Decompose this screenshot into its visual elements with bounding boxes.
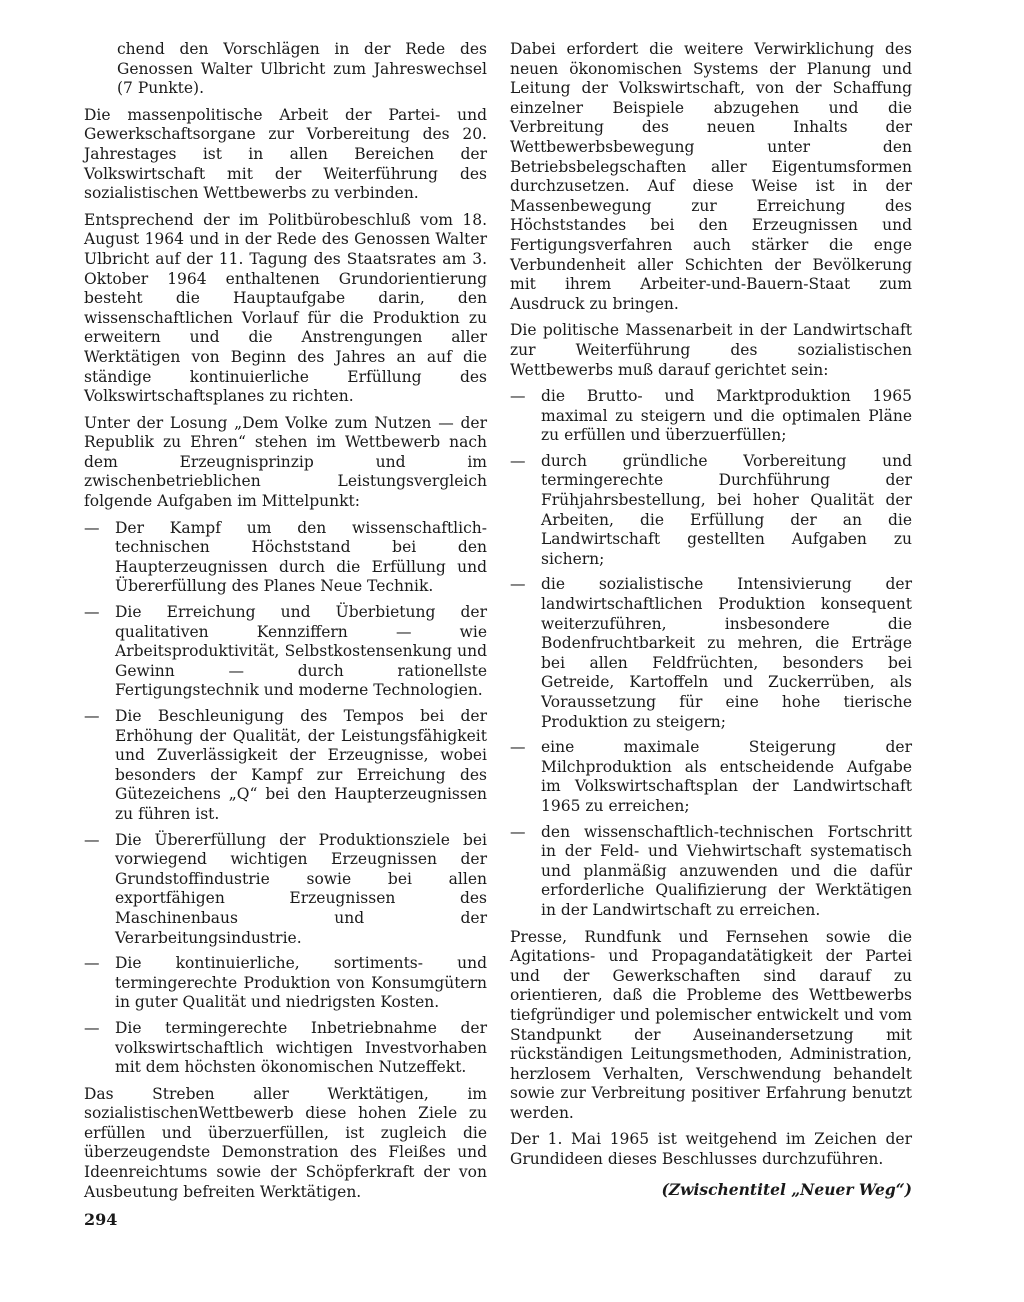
paragraph: Presse, Rundfunk und Fernsehen sowie die Agitations- und Propagandatätigkeit der Partei und der Gewerkschaften sind darauf zu orientieren, daß die Probleme des Wettbewerbs tiefgründiger und polemischer entwickelt und vom Standpunkt der Auseinandersetzung mit rückständigen Leitungsmethoden, Administration, herzlosem Verhalten, Verschwendung behandelt sowie zur Verbreitung positiver Erfahrung benutzt werden. xyxy=(510,927,912,1122)
paragraph: Entsprechend der im Politbürobeschluß vom 18. August 1964 und in der Rede des Genossen Walter Ulbricht auf der 11. Tagung des Staatsrates am 3. Oktober 1964 enthaltenen Grundorientierung besteht die Hauptaufgabe darin, den wissenschaftlichen Vorlauf für die Produktion zu erweitern und die Anstrengungen aller Werktätigen von Beginn des Jahres an auf die ständige kontinuierliche Erfüllung des Volkswirtschaftsplanes zu richten. xyxy=(84,210,487,406)
list-item: — durch gründliche Vorbereitung und termingerechte Durchführung der Frühjahrsbestellung, bei hoher Qualität der Arbeiten, die Erfüllung der an die Landwirtschaft gestellten Aufgaben zu sichern; xyxy=(510,452,912,570)
list-item: — Die termingerechte Inbetriebnahme der volkswirtschaftlich wichtigen Investvorhaben mit dem höchsten ökonomischen Nutzeffekt. xyxy=(84,1019,487,1078)
list-item: — die sozialistische Intensivierung der landwirtschaftlichen Produktion konsequent weiterzuführen, insbesondere die Bodenfruchtbarkeit zu mehren, die Erträge bei allen Feldfrüchten, besonders bei Getreide, Kartoffeln und Zuckerrüben, als Voraussetzung für eine hohe tierische Produktion zu steigern; xyxy=(510,575,912,732)
left-column xyxy=(84,40,487,1209)
list-item: — Die kontinuierliche, sortiments- und termingerechte Produktion von Konsumgütern in guter Qualität und niedrigsten Kosten. xyxy=(84,954,487,1013)
paragraph: Das Streben aller Werktätigen, im sozialistischenWettbewerb diese hohen Ziele zu erfüllen und überzuerfüllen, ist zugleich die überzeugendste Demonstration des Fleißes und Ideenreichtums sowie der Schöpferkraft der von Ausbeutung befreiten Werktätigen. xyxy=(84,1084,487,1201)
paragraph: chend den Vorschlägen in der Rede des Genossen Walter Ulbricht zum Jahreswechsel (7 Punkte). xyxy=(117,40,487,98)
page-number: 294 xyxy=(84,1210,118,1229)
paragraph: Dabei erfordert die weitere Verwirklichung des neuen ökonomischen Systems der Planung und Leitung der Volkswirtschaft, von der Schaffung einzelner Beispiele abzugehen und die Verbreitung des neuen Inhalts der Wettbewerbsbewegung unter den Betriebsbelegschaften aller Eigentumsformen durchzusetzen. Auf diese Weise ist in der Massenbewegung zur Erreichung des Höchststandes bei den Erzeugnissen und Fertigungsverfahren auch stärker die enge Verbundenheit aller Schichten der Bevölkerung mit ihrem Arbeiter-und-Bauern-Staat zum Ausdruck zu bringen. xyxy=(510,40,912,313)
right-column xyxy=(510,40,912,1206)
paragraph: Der 1. Mai 1965 ist weitgehend im Zeichen der Grundideen dieses Beschlusses durchzuführen. xyxy=(510,1130,912,1169)
list-item: — Die Übererfüllung der Produktionsziele bei vorwiegend wichtigen Erzeugnissen der Grundstoffindustrie sowie bei allen exportfähigen Erzeugnissen des Maschinenbaus und der Verarbeitungsindustrie. xyxy=(84,831,487,949)
list-item: — Der Kampf um den wissenschaftlich-technischen Höchststand bei den Haupterzeugnissen durch die Erfüllung und Übererfüllung des Planes Neue Technik. xyxy=(84,519,487,597)
task-list xyxy=(84,519,487,1078)
agriculture-list xyxy=(510,387,912,920)
source-caption: (Zwischentitel „Neuer Weg“) xyxy=(661,1179,912,1199)
list-item: — eine maximale Steigerung der Milchproduktion als entscheidende Aufgabe im Volkswirtschaftsplan der Landwirtschaft 1965 zu erreichen; xyxy=(510,738,912,816)
paragraph: Unter der Losung „Dem Volke zum Nutzen — der Republik zu Ehren“ stehen im Wettbewerb nach dem Erzeugnisprinzip und im zwischenbetrieblichen Leistungsvergleich folgende Aufgaben im Mittelpunkt: xyxy=(84,413,487,511)
list-item: — den wissenschaftlich-technischen Fortschritt in der Feld- und Viehwirtschaft systematisch und planmäßig anzuwenden und die dafür erforderliche Qualifizierung der Werktätigen in der Landwirtschaft zu erreichen. xyxy=(510,823,912,921)
paragraph: Die massenpolitische Arbeit der Partei- und Gewerkschaftsorgane zur Vorbereitung des 20. Jahrestages ist in allen Bereichen der Volkswirtschaft mit der Weiterführung des sozialistischen Wettbewerbs zu verbinden. xyxy=(84,105,487,203)
list-item: — Die Beschleunigung des Tempos bei der Erhöhung der Qualität, der Leistungsfähigkeit und Zuverlässigkeit der Erzeugnisse, wobei besonders der Kampf zur Erreichung des Gütezeichens „Q“ bei den Haupterzeugnissen zu führen ist. xyxy=(84,707,487,825)
list-item: — Die Erreichung und Überbietung der qualitativen Kennziffern — wie Arbeitsproduktivität, Selbstkostensenkung und Gewinn — durch rationellste Fertigungstechnik und moderne Technologien. xyxy=(84,603,487,701)
paragraph: Die politische Massenarbeit in der Landwirtschaft zur Weiterführung des sozialistischen Wettbewerbs muß darauf gerichtet sein: xyxy=(510,321,912,379)
list-item: — die Brutto- und Marktproduktion 1965 maximal zu steigern und die optimalen Pläne zu erfüllen und überzuerfüllen; xyxy=(510,387,912,446)
